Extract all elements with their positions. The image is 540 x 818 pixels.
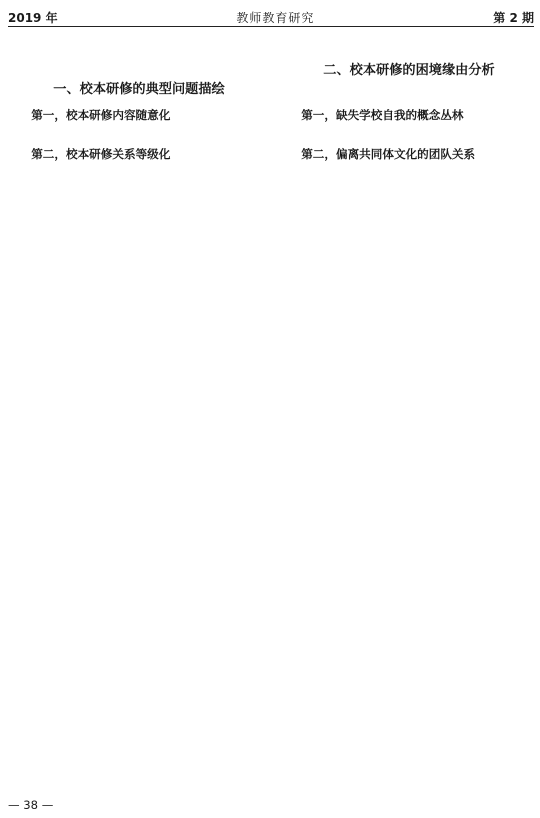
subsection-heading: 第二，校本研修关系等级化 (31, 146, 171, 161)
body-paragraph (8, 164, 270, 183)
subsection-heading: 第二，偏离共同体文化的团队关系 (301, 146, 476, 161)
left-column (8, 34, 270, 792)
right-column (278, 34, 540, 792)
body-paragraph (8, 34, 270, 53)
section-heading: 二、校本研修的困境缘由分析 (323, 63, 495, 79)
body-paragraph (8, 126, 270, 145)
subsection-heading: 第一，缺失学校自我的概念丛林 (301, 108, 464, 123)
subsection-heading: 第一，校本研修内容随意化 (31, 108, 171, 123)
body-paragraph (278, 126, 540, 145)
section-heading: 一、校本研修的典型问题描绘 (53, 82, 225, 98)
body-paragraph (8, 53, 270, 72)
header-year: 2019 年 (8, 11, 58, 25)
running-header (8, 4, 534, 27)
header-issue: 第 2 期 (493, 11, 534, 25)
page-number: — 38 — (8, 798, 54, 812)
header-journal-title: 教师教育研究 (236, 11, 315, 25)
body-paragraph (278, 34, 540, 53)
body-paragraph (278, 87, 540, 106)
